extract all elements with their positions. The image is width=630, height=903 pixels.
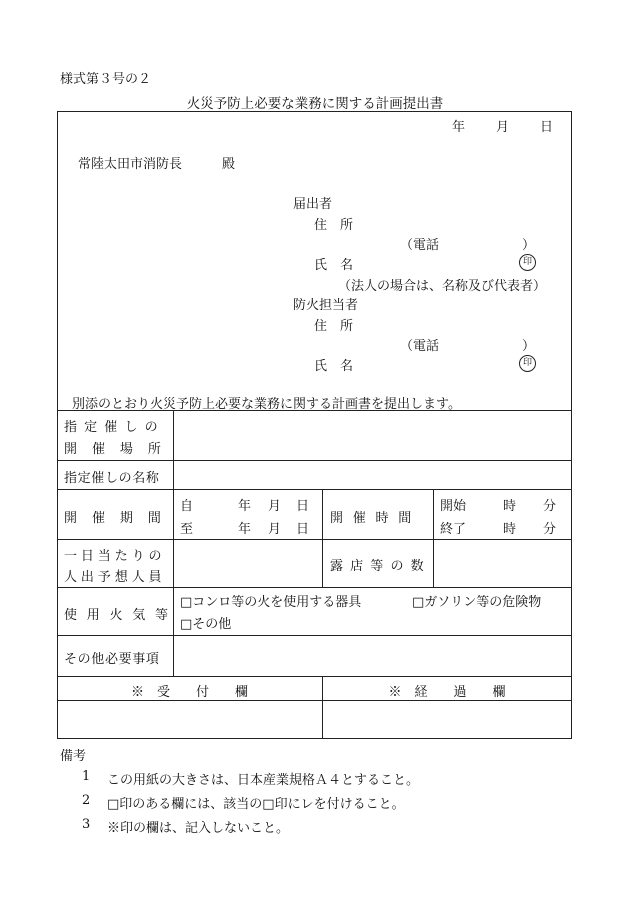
applicant-seal-icon: 印 — [519, 253, 536, 271]
applicant-phone-close: ） — [522, 238, 536, 253]
period-from-day: 日 — [296, 499, 310, 514]
period-from-month: 月 — [268, 499, 282, 514]
note-number: 2 — [82, 793, 91, 808]
addressee: 常陸太田市消防長 — [78, 157, 183, 172]
grid-line — [57, 676, 572, 677]
attendance-label-line1: 一日当たりの — [64, 549, 166, 564]
fire-manager-phone-open: （電話 — [400, 339, 440, 354]
period-label: 開催期間 — [64, 511, 176, 526]
hours-start-hour: 時 — [503, 499, 517, 514]
grid-line — [57, 635, 572, 636]
form-number: 様式第３号の２ — [60, 72, 152, 87]
receipt-column-header: ※ 受 付 欄 — [130, 685, 248, 700]
period-from: 自 — [180, 499, 194, 514]
hours-end: 終了 — [440, 522, 467, 537]
note-number: 1 — [82, 769, 91, 784]
note-number: 3 — [82, 817, 91, 832]
hours-end-hour: 時 — [503, 522, 517, 537]
grid-line — [57, 410, 572, 411]
grid-line — [57, 489, 572, 490]
period-from-year: 年 — [238, 499, 252, 514]
option-gasoline-checkbox[interactable]: □ガソリン等の危険物 — [412, 595, 542, 610]
note-text: □印のある欄には、該当の□印にレを付けること。 — [107, 797, 405, 812]
fire-manager-heading: 防火担当者 — [293, 298, 359, 313]
hours-label: 開催時間 — [330, 511, 422, 526]
period-to-year: 年 — [238, 522, 252, 537]
grid-line — [57, 460, 572, 461]
hours-end-minute: 分 — [543, 522, 557, 537]
date-day: 日 — [540, 120, 554, 135]
note-text: この用紙の大きさは、日本産業規格Ａ４とすること。 — [107, 773, 420, 788]
event-name-label: 指定催しの名称 — [64, 471, 160, 486]
grid-line — [57, 539, 572, 540]
form-title: 火災予防上必要な業務に関する計画提出書 — [186, 96, 444, 112]
date-month: 月 — [496, 120, 510, 135]
grid-line — [433, 489, 434, 587]
period-to: 至 — [180, 522, 194, 537]
option-other-checkbox[interactable]: □その他 — [180, 617, 232, 632]
venue-label-line1: 指定催しの — [64, 420, 165, 435]
hours-start-minute: 分 — [543, 499, 557, 514]
grid-line — [57, 700, 572, 701]
honorific: 殿 — [222, 157, 236, 172]
attendance-label-line2: 人出予想人員 — [64, 570, 166, 585]
fire-manager-phone-close: ） — [522, 339, 536, 354]
period-to-month: 月 — [268, 522, 282, 537]
date-year: 年 — [452, 120, 466, 135]
applicant-address-label: 住 所 — [314, 218, 354, 233]
stalls-label: 露店等の数 — [330, 559, 431, 574]
fire-manager-seal-icon: 印 — [519, 354, 536, 372]
submission-statement: 別添のとおり火災予防上必要な業務に関する計画書を提出します。 — [72, 397, 461, 412]
fire-manager-name-label: 氏 名 — [314, 359, 354, 374]
applicant-phone-open: （電話 — [400, 238, 440, 253]
grid-line — [322, 489, 323, 587]
applicant-heading: 届出者 — [293, 197, 333, 212]
fire-manager-address-label: 住 所 — [314, 319, 354, 334]
notes-heading: 備考 — [60, 749, 87, 764]
venue-label-line2: 開催場所 — [64, 442, 176, 457]
option-stove-checkbox[interactable]: □コンロ等の火を使用する器具 — [180, 595, 362, 610]
applicant-name-label: 氏 名 — [314, 258, 354, 273]
progress-column-header: ※ 経 過 欄 — [388, 685, 506, 700]
hours-start: 開始 — [440, 499, 467, 514]
note-text: ※印の欄は、記入しないこと。 — [107, 821, 290, 836]
corporate-note: （法人の場合は、名称及び代表者） — [338, 279, 547, 294]
period-to-day: 日 — [296, 522, 310, 537]
fire-equipment-label: 使用火気等 — [64, 608, 178, 623]
other-matters-label: その他必要事項 — [64, 652, 160, 667]
grid-line — [57, 587, 572, 588]
